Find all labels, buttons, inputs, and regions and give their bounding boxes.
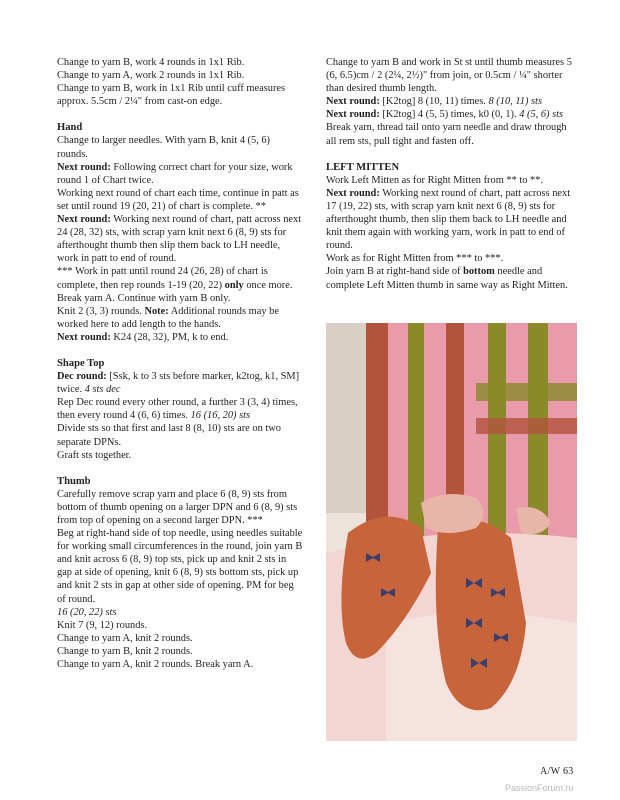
text: Following correct chart for your size, work round 1 of Chart twice. xyxy=(57,161,293,186)
paragraph: Break yarn, thread tail onto yarn needle and draw through all rem sts, pull tight and fasten off. xyxy=(326,122,567,147)
paragraph: Change to larger needles. With yarn B, knit 4 (5, 6) rounds. xyxy=(57,135,271,160)
text: once more. Break yarn A. Continue with yarn B only. xyxy=(57,279,293,304)
bold-label: Note: xyxy=(144,305,169,317)
photo-illustration xyxy=(326,323,577,741)
bold-text: bottom xyxy=(463,266,495,278)
text: Join yarn B at right-hand side of xyxy=(326,266,464,278)
paragraph: Change to yarn B, work in 1x1 Rib until cuff measures approx. 5.5cm / 2¼" from cast-on edge. xyxy=(57,83,286,108)
paragraph xyxy=(57,305,303,331)
mitten-photo xyxy=(326,323,577,741)
section-heading-hand: Hand xyxy=(57,122,83,134)
paragraph xyxy=(326,108,578,121)
paragraph xyxy=(326,265,578,291)
text: [Ssk, k to 3 sts before marker, k2tog, k1, SM] twice. xyxy=(57,371,300,396)
paragraph: Working next round of chart each time, continue in patt as set until round 19 (20, 21) of chart is complete. ** xyxy=(57,187,299,212)
section-heading-thumb: Thumb xyxy=(57,475,91,487)
stitch-count: 4 sts dec xyxy=(84,384,121,396)
paragraph xyxy=(57,331,303,344)
paragraph xyxy=(57,370,303,396)
text: Knit 2 (3, 3) rounds. xyxy=(57,305,145,317)
section-heading-left-mitten: LEFT MITTEN xyxy=(326,161,400,173)
text: *** Work in patt until round 24 (26, 28) of chart is complete, then rep rounds 1-19 (20, 22) xyxy=(57,266,268,291)
paragraph: Graft sts together. xyxy=(57,449,132,461)
bold-label: Next round: xyxy=(57,214,111,226)
paragraph: Beg at right-hand side of top needle, using needles suitable for working small circumferences in the round, join yarn B and knit across 6 (8, 9) top sts, pick up and knit 2 sts in gap at side of opening, knit 6 (8, 9) sts bottom sts, pick up and knit 2 sts in gap at other side of opening. PM for beg of round. xyxy=(57,528,303,605)
text: Additional rounds may be worked here to add length to the hands. xyxy=(57,305,279,330)
section-heading-shape-top: Shape Top xyxy=(57,357,105,369)
paragraph xyxy=(57,265,303,304)
paragraph: Change to yarn B and work in St st until thumb measures 5 (6, 6.5)cm / 2 (2¼, 2½)" from join, or 0.5cm / ¼" shorter than desired thumb length. xyxy=(326,57,572,95)
paragraph xyxy=(57,161,303,187)
stitch-count: 8 (10, 11) sts xyxy=(488,96,542,108)
watermark: PassionForum.ru xyxy=(505,783,574,793)
text: Working next round of chart, patt across next 24 (28, 32) sts, with scrap yarn knit next 6 (8, 9) sts for afterthought thumb then slip them back to LH needle, work in patt to end of round. xyxy=(57,214,302,265)
paragraph: Change to yarn B, work 4 rounds in 1x1 Rib. xyxy=(57,57,245,68)
text: needle and complete Left Mitten thumb in same way as Right Mitten. xyxy=(326,266,568,291)
bold-text: only xyxy=(224,279,244,291)
paragraph: Change to yarn B, knit 2 rounds. xyxy=(57,645,193,657)
text: [K2tog] 4 (5, 5) times, k0 (0, 1). xyxy=(379,109,520,121)
paragraph: Change to yarn A, knit 2 rounds. Break yarn A. xyxy=(57,659,254,671)
paragraph xyxy=(57,396,303,422)
bold-label: Next round: xyxy=(326,96,380,108)
paragraph: Change to yarn A, work 2 rounds in 1x1 Rib. xyxy=(57,70,245,82)
paragraph xyxy=(57,213,303,265)
paragraph xyxy=(326,187,578,252)
bold-label: Next round: xyxy=(57,331,111,343)
paragraph: Change to yarn A, knit 2 rounds. xyxy=(57,632,193,644)
right-column xyxy=(326,56,578,292)
stitch-count: 16 (16, 20) sts xyxy=(190,410,251,422)
text: Working next round of chart, patt across next 17 (19, 22) sts, with scrap yarn knit next 6 (8, 9) sts for afterthought thumb, then slip them back to LH needle and knit them again with working yarn, work in patt to end of round. xyxy=(326,187,571,252)
paragraph: Work as for Right Mitten from *** to ***. xyxy=(326,253,504,265)
bold-label: Next round: xyxy=(326,109,380,121)
text: Rep Dec round every other round, a further 3 (3, 4) times, then every round 4 (6, 6) times. xyxy=(57,397,298,422)
bold-label: Dec round: xyxy=(57,371,107,383)
stitch-count: 4 (5, 6) sts xyxy=(519,109,564,121)
paragraph: Work Left Mitten as for Right Mitten from ** to **. xyxy=(326,174,544,186)
paragraph: Divide sts so that first and last 8 (8, 10) sts are on two separate DPNs. xyxy=(57,423,281,448)
paragraph: Knit 7 (9, 12) rounds. xyxy=(57,619,148,631)
paragraph xyxy=(326,95,578,108)
bold-label: Next round: xyxy=(326,187,380,199)
paragraph: Carefully remove scrap yarn and place 6 (8, 9) sts from bottom of thumb opening on a larger DPN and 6 (8, 9) sts from top of opening on a second larger DPN. *** xyxy=(57,488,298,526)
text: [K2tog] 8 (10, 11) times. xyxy=(379,96,489,108)
page-number: A/W 63 xyxy=(540,766,574,777)
left-column xyxy=(57,56,303,671)
text: K24 (28, 32), PM, k to end. xyxy=(110,331,229,343)
paragraph: 16 (20, 22) sts xyxy=(57,606,117,618)
bold-label: Next round: xyxy=(57,161,111,173)
